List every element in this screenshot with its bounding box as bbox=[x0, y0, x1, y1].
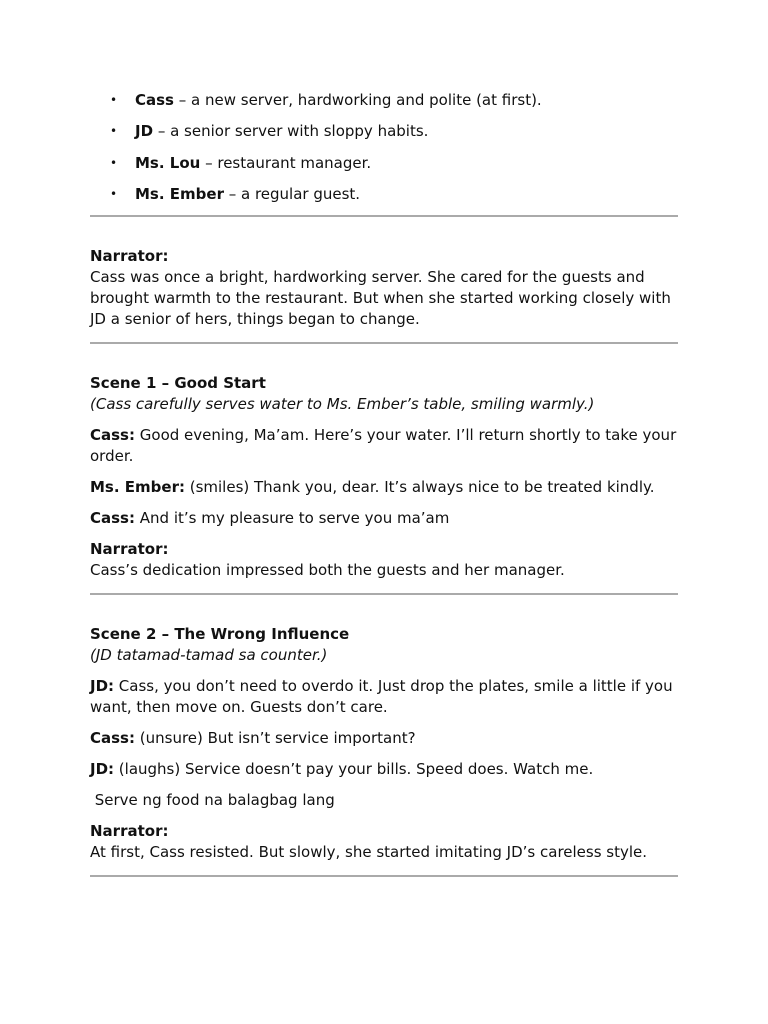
narrator-label: Narrator: bbox=[90, 821, 169, 840]
dialogue-text: And it’s my pleasure to serve you ma’am bbox=[135, 508, 450, 527]
dialogue-line bbox=[90, 508, 678, 529]
cast-list-item bbox=[90, 153, 678, 174]
narrator-text: Cass’s dedication impressed both the guests and her manager. bbox=[90, 560, 565, 579]
cast-list-item bbox=[90, 184, 678, 205]
dialogue-text: (laughs) Service doesn’t pay your bills. Speed does. Watch me. bbox=[114, 759, 594, 778]
section-divider bbox=[90, 342, 678, 344]
cast-list bbox=[90, 90, 678, 205]
section-divider bbox=[90, 875, 678, 877]
dialogue-line bbox=[90, 425, 678, 467]
narrator-text: Cass was once a bright, hardworking server. She cared for the guests and brought warmth to the restaurant. But when she started working closely with JD a senior of hers, things began to change. bbox=[90, 267, 671, 328]
bullet-icon: • bbox=[110, 155, 118, 170]
document-body bbox=[90, 90, 678, 877]
scene-title: Scene 1 – Good Start bbox=[90, 373, 266, 392]
cast-description: – a regular guest. bbox=[223, 184, 361, 203]
stage-direction: (JD tatamad-tamad sa counter.) bbox=[90, 645, 328, 664]
scene-title: Scene 2 – The Wrong Influence bbox=[90, 624, 350, 643]
cast-list-item bbox=[90, 90, 678, 111]
stage-direction: (Cass carefully serves water to Ms. Ember’s table, smiling warmly.) bbox=[90, 394, 595, 413]
dialogue-line bbox=[90, 728, 678, 749]
action-line: Serve ng food na balagbag lang bbox=[90, 790, 335, 809]
bullet-icon: • bbox=[110, 93, 118, 107]
cast-description: – a senior server with sloppy habits. bbox=[153, 122, 429, 141]
section-divider bbox=[90, 215, 678, 217]
speaker-name: Ms. Ember: bbox=[90, 477, 185, 496]
bullet-icon: • bbox=[110, 186, 118, 201]
dialogue-line bbox=[90, 676, 678, 718]
cast-name: JD bbox=[135, 122, 154, 141]
narrator-label: Narrator: bbox=[90, 246, 169, 265]
dialogue-text: (smiles) Thank you, dear. It’s always nice to be treated kindly. bbox=[184, 477, 655, 496]
cast-list-item bbox=[90, 121, 678, 142]
narrator-text: At first, Cass resisted. But slowly, she started imitating JD’s careless style. bbox=[90, 842, 648, 861]
narrator-label: Narrator: bbox=[90, 539, 169, 558]
speaker-name: Cass: bbox=[90, 508, 135, 527]
dialogue-text: Cass, you don’t need to overdo it. Just drop the plates, smile a little if you want, then move on. Guests don’t care. bbox=[90, 676, 673, 716]
speaker-name: JD: bbox=[90, 759, 115, 778]
speaker-name: Cass: bbox=[90, 728, 135, 747]
speaker-name: JD: bbox=[90, 676, 115, 695]
cast-description: – a new server, hardworking and polite (at first). bbox=[174, 91, 542, 109]
dialogue-text: (unsure) But isn’t service important? bbox=[135, 728, 416, 747]
cast-name: Ms. Lou bbox=[135, 153, 201, 172]
cast-description: – restaurant manager. bbox=[200, 153, 372, 172]
cast-name: Ms. Ember bbox=[135, 184, 224, 203]
bullet-icon: • bbox=[110, 124, 118, 139]
cast-name: Cass bbox=[135, 91, 174, 109]
speaker-name: Cass: bbox=[90, 425, 135, 444]
section-divider bbox=[90, 593, 678, 595]
dialogue-line bbox=[90, 477, 678, 498]
dialogue-line bbox=[90, 759, 678, 780]
dialogue-text: Good evening, Ma’am. Here’s your water. I’ll return shortly to take your order. bbox=[90, 425, 677, 465]
